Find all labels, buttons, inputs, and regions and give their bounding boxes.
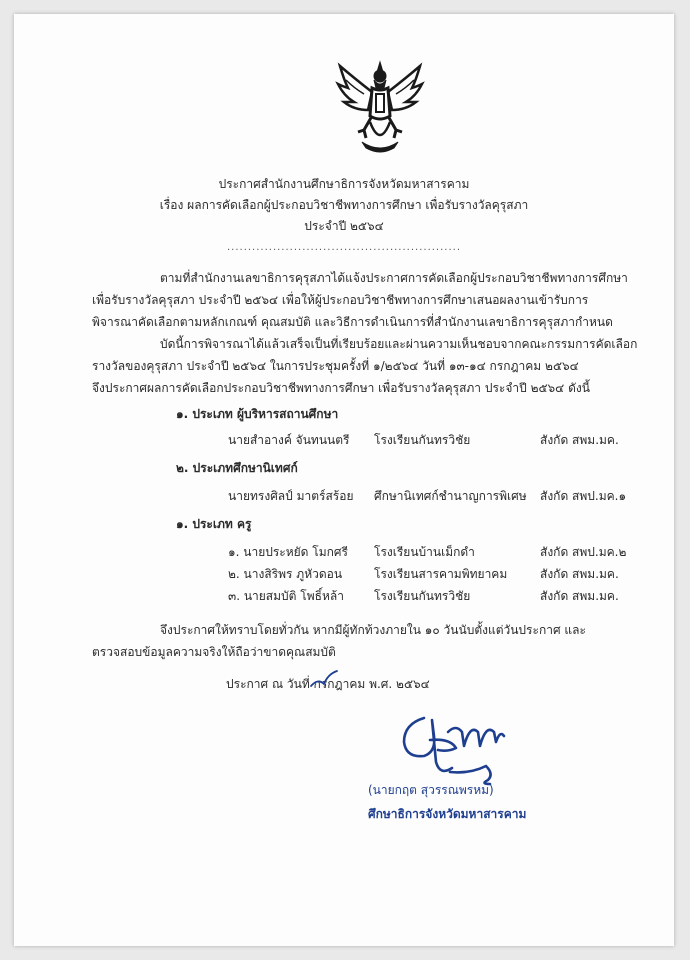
awardee-name: ๓. นายสมบัติ โพธิ์หล้า [228,589,344,603]
category-heading: ๒. ประเภทศึกษานิเทศก์ [176,461,298,475]
awardee-organization: โรงเรียนกันทรวิชัย [374,589,471,603]
paragraph-2-line-1: บัดนี้การพิจารณาได้แล้วเสร็จเป็นที่เรียบร้อยและผ่านความเห็นชอบจากคณะกรรมการคัดเลือก [160,337,638,351]
category-heading: ๑. ประเภท ครู [176,517,252,531]
awardee-name: นายทรงศิลป์ มาตร์สร้อย [228,489,354,503]
awardee-affiliation: สังกัด สพม.มค. [540,567,619,581]
handwritten-day-mark [308,668,340,694]
paragraph-2-line-2: รางวัลของคุรุสภา ประจำปี ๒๕๖๔ ในการประชุมครั้งที่ ๑/๒๕๖๔ วันที่ ๑๓-๑๔ กรกฎาคม ๒๕๖๔ [92,359,579,373]
awardee-organization: ศึกษานิเทศก์ชำนาญการพิเศษ [374,489,527,503]
document-page [14,14,674,946]
handwritten-signature [390,702,530,786]
awardee-affiliation: สังกัด สพป.มค.๒ [540,545,627,559]
paragraph-2-line-3: จึงประกาศผลการคัดเลือกประกอบวิชาชีพทางการศึกษา เพื่อรับรางวัลคุรุสภา ประจำปี ๒๕๖๔ ดังนี้ [92,381,590,395]
paragraph-1-line-1: ตามที่สำนักงานเลขาธิการคุรุสภาได้แจ้งประกาศการคัดเลือกผู้ประกอบวิชาชีพทางการศึกษา [160,271,628,285]
announcement-subject: เรื่อง ผลการคัดเลือกผู้ประกอบวิชาชีพทางการศึกษา เพื่อรับรางวัลคุรุสภา [159,198,529,212]
category-heading: ๑. ประเภท ผู้บริหารสถานศึกษา [176,407,339,421]
announcement-date: ประกาศ ณ วันที่ กรกฎาคม พ.ศ. ๒๕๖๔ [226,677,430,691]
signatory-title: ศึกษาธิการจังหวัดมหาสารคาม [368,807,527,821]
garuda-emblem-icon [334,58,426,158]
announcement-year: ประจำปี ๒๕๖๔ [304,219,384,233]
awardee-name: นายสำอางค์ จันทนนตรี [228,433,350,447]
closing-line-1: จึงประกาศให้ทราบโดยทั่วกัน หากมีผู้ทักท้วงภายใน ๑๐ วันนับตั้งแต่วันประกาศ และ [160,623,586,637]
awardee-affiliation: สังกัด สพป.มค.๑ [540,489,627,503]
header-divider: ........................................................ [226,242,461,253]
awardee-organization: โรงเรียนกันทรวิชัย [374,433,471,447]
awardee-affiliation: สังกัด สพม.มค. [540,589,619,603]
paragraph-1-line-3: พิจารณาคัดเลือกตามหลักเกณฑ์ คุณสมบัติ และวิธีการดำเนินการที่สำนักงานเลขาธิการคุรุสภากำหนด [92,315,613,329]
announcement-title: ประกาศสำนักงานศึกษาธิการจังหวัดมหาสารคาม [218,177,470,191]
awardee-organization: โรงเรียนบ้านเม็กดำ [374,545,475,559]
signatory-name: (นายกฤต สุวรรณพรหม) [368,783,494,797]
paragraph-1-line-2: เพื่อรับรางวัลคุรุสภา ประจำปี ๒๕๖๔ เพื่อให้ผู้ประกอบวิชาชีพทางการศึกษาเสนอผลงานเข้ารับการ [92,293,589,307]
awardee-name: ๑. นายประหยัด โมกศรี [228,545,348,559]
closing-line-2: ตรวจสอบข้อมูลความจริงให้ถือว่าขาดคุณสมบัติ [92,645,336,659]
awardee-affiliation: สังกัด สพม.มค. [540,433,619,447]
awardee-name: ๒. นางสิริพร ภูหัวดอน [228,567,343,581]
awardee-organization: โรงเรียนสารคามพิทยาคม [374,567,508,581]
